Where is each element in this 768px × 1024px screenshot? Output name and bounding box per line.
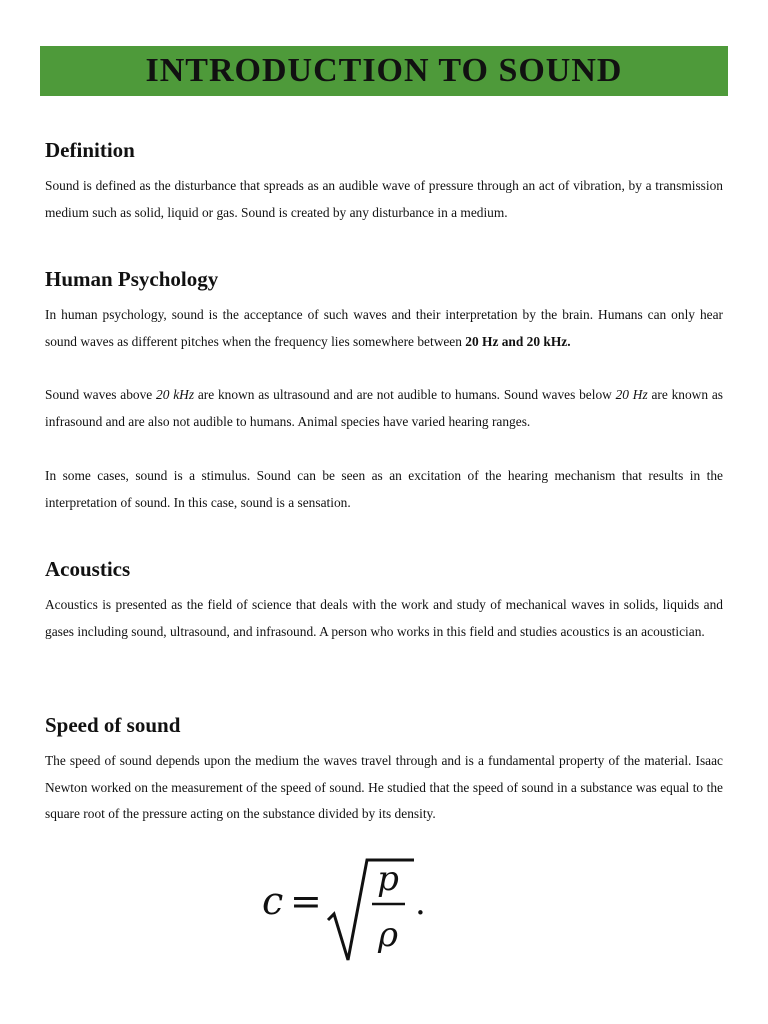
title-banner xyxy=(40,46,728,96)
formula-lhs: c xyxy=(262,879,284,923)
formula-denominator: ρ xyxy=(378,915,398,955)
definition-paragraph: Sound is defined as the disturbance that spreads as an audible wave of pressure through an act of vibration, by a transmission medium such as solid, liquid or gas. Sound is created by any disturbance in a medium. xyxy=(45,178,723,220)
section-heading-definition: Definition xyxy=(45,138,135,162)
speed-paragraph: The speed of sound depends upon the medium the waves travel through and is a fundamental property of the material. Isaac Newton worked on the measurement of the speed of sound. He studied that the speed of sound in a substance was equal to the square root of the pressure acting on the substance divided by its density. xyxy=(45,753,723,821)
formula-period: . xyxy=(415,883,426,923)
page-title: INTRODUCTION TO SOUND xyxy=(145,52,623,89)
section-heading-speed-of-sound: Speed of sound xyxy=(45,713,181,737)
square-root-sign xyxy=(328,860,414,960)
psychology-p2-text-e: are known as infrasound and are also not audible to humans. Animal species have varied hearing ranges. xyxy=(45,387,723,429)
psychology-p2-text-c: are known as ultrasound and are not audible to humans. Sound waves below xyxy=(194,387,616,402)
psychology-p1-text: In human psychology, sound is the acceptance of such waves and their interpretation by the brain. Humans can only hear sound waves as different pitches when the frequency lies somewhere between xyxy=(45,307,723,349)
acoustics-paragraph: Acoustics is presented as the field of science that deals with the work and study of mechanical waves in solids, liquids and gases including sound, ultrasound, and infrasound. A person who works in this field and studies acoustics is an acoustician. xyxy=(45,597,723,639)
speed-of-sound-formula xyxy=(262,852,442,967)
psychology-paragraph-3: In some cases, sound is a stimulus. Sound can be seen as an excitation of the hearing mechanism that results in the interpretation of sound. In this case, sound is a sensation. xyxy=(45,468,723,510)
psychology-paragraph-1 xyxy=(45,302,723,355)
infrasound-threshold: 20 Hz xyxy=(615,387,648,402)
section-heading-acoustics: Acoustics xyxy=(45,557,131,581)
formula-equals: = xyxy=(290,879,322,923)
ultrasound-threshold: 20 kHz xyxy=(156,387,195,402)
psychology-paragraph-2 xyxy=(45,382,723,435)
section-heading-human-psychology: Human Psychology xyxy=(45,267,219,291)
psychology-p2-text-a: Sound waves above xyxy=(45,387,157,402)
formula-numerator: p xyxy=(377,859,399,899)
frequency-range-text: 20 Hz and 20 kHz. xyxy=(465,333,571,349)
